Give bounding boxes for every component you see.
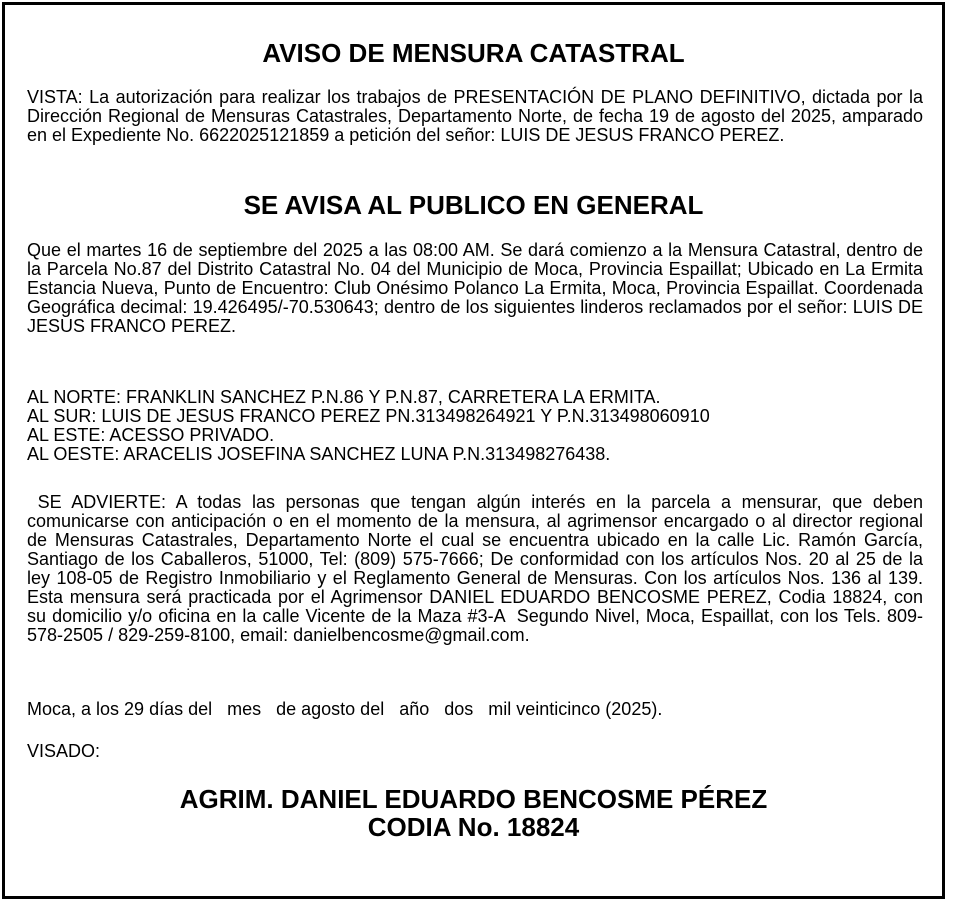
notice-frame xyxy=(2,2,945,899)
date-line: Moca, a los 29 días del mes de agosto del año dos mil veinticinco (2025). xyxy=(27,699,663,719)
boundary-north: AL NORTE: FRANKLIN SANCHEZ P.N.86 Y P.N.87, CARRETERA LA ERMITA. xyxy=(27,387,661,407)
boundaries-list xyxy=(27,388,923,464)
boundary-south: AL SUR: LUIS DE JESUS FRANCO PEREZ PN.313498264921 Y P.N.313498060910 xyxy=(27,406,710,426)
signatory-codia: CODIA No. 18824 xyxy=(367,812,580,842)
warning-paragraph: SE ADVIERTE: A todas las personas que tengan algún interés en la parcela a mensurar, que deben comunicarse con anticipación o en el momento de la mensura, al agrimensor encargado o al director regional de Mensuras Catastrales, Departamento Norte el cual se encuentra ubicado en la calle Lic. Ramón García, Santiago de los Caballeros, 51000, Tel: (809) 575-7666; De conformidad con los artículos Nos. 20 al 25 de la ley 108-05 de Registro Inmobiliario y el Reglamento General de Mensuras. Con los artículos Nos. 136 al 139. Esta mensura será practicada por el Agrimensor DANIEL EDUARDO BENCOSME PEREZ, Codia 18824, con su domicilio y/o oficina en la calle Vicente de la Maza #3-A Segundo Nivel, Moca, Espaillat, con los Tels. 809-578-2505 / 829-259-8100, email: danielbencosme@gmail.com. xyxy=(27,492,929,645)
notice-title: AVISO DE MENSURA CATASTRAL xyxy=(262,38,685,68)
vista-paragraph: VISTA: La autorización para realizar los trabajos de PRESENTACIÓN DE PLANO DEFINITIVO, dictada por la Dirección Regional de Mensuras Catastrales, Departamento Norte, de fecha 19 de agosto del 2025, amparado en el Expediente No. 6622025121859 a petición del señor: LUIS DE JESUS FRANCO PEREZ. xyxy=(27,87,923,145)
notice-subtitle: SE AVISA AL PUBLICO EN GENERAL xyxy=(243,190,704,220)
boundary-west: AL OESTE: ARACELIS JOSEFINA SANCHEZ LUNA P.N.313498276438. xyxy=(27,444,611,464)
boundary-east: AL ESTE: ACESSO PRIVADO. xyxy=(27,425,275,445)
signatory-name: AGRIM. DANIEL EDUARDO BENCOSME PÉREZ xyxy=(179,784,768,814)
visado-label: VISADO: xyxy=(27,741,101,761)
announcement-paragraph: Que el martes 16 de septiembre del 2025 a las 08:00 AM. Se dará comienzo a la Mensura Catastral, dentro de la Parcela No.87 del Distrito Catastral No. 04 del Municipio de Moca, Provincia Espaillat; Ubicado en La Ermita Estancia Nueva, Punto de Encuentro: Club Onésimo Polanco La Ermita, Moca, Provincia Espaillat. Coordenada Geográfica decimal: 19.426495/-70.530643; dentro de los siguientes linderos reclamados por el señor: LUIS DE JESUS FRANCO PEREZ. xyxy=(27,240,923,336)
